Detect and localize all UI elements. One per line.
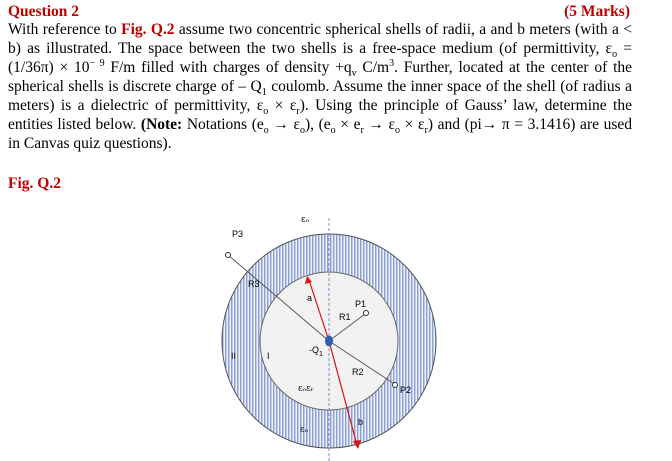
p3-label: P3 xyxy=(232,229,244,239)
region-ii-label: II xyxy=(231,351,237,361)
subscript: r xyxy=(360,125,364,137)
a-label: a xyxy=(307,293,313,303)
eps-inner-label: εₒεᵣ xyxy=(298,384,314,394)
text-seg: C/m xyxy=(356,59,390,76)
subscript: o xyxy=(330,125,336,137)
subscript: o xyxy=(612,49,618,61)
note-label: (Note: xyxy=(140,116,183,133)
subscript: v xyxy=(351,68,357,80)
question-marks: (5 Marks) xyxy=(564,3,630,20)
text-seg: ), (e xyxy=(304,116,331,133)
text-seg: F/m filled with charges of density +q xyxy=(104,59,352,76)
superscript: − 9 xyxy=(89,57,105,69)
r1-label: R1 xyxy=(339,312,351,322)
charge-subscript: 1 xyxy=(319,351,323,358)
subscript: o xyxy=(395,125,401,137)
center-charge xyxy=(325,336,333,347)
text-seg: ). Using the principle of Gauss’ law, determine the entities listed below. xyxy=(8,97,632,133)
text-seg: assume two concentric spherical shells of radii, a and b meters (with a < b) as illustrated. The space between the two shells is a free-space medium (of permittivity, ε xyxy=(8,21,633,57)
text-seg: Notations (e xyxy=(182,116,264,133)
subscript: r xyxy=(296,106,300,118)
r3-label: R3 xyxy=(248,279,260,289)
superscript: 3 xyxy=(389,57,395,69)
eps-top-label: εₒ xyxy=(301,215,310,225)
question-title: Question 2 xyxy=(8,3,80,20)
text-seg: → ε xyxy=(268,116,300,133)
subscript: o xyxy=(263,125,269,137)
text-seg: × e xyxy=(335,116,361,133)
p2-point xyxy=(393,383,398,388)
eps-bottom-label: εₒ xyxy=(300,425,309,435)
subscript: 1 xyxy=(261,87,267,99)
text-seg: → ε xyxy=(363,116,396,133)
p1-label: P1 xyxy=(355,299,367,309)
p2-label: P2 xyxy=(400,385,412,395)
figure-reference: Fig. Q.2 xyxy=(121,21,175,38)
subscript: o xyxy=(299,125,305,137)
p3-point xyxy=(226,253,231,258)
text-seg: × ε xyxy=(400,116,425,133)
r2-label: R2 xyxy=(352,367,364,377)
text-seg: ) and (pi→ π = 3.1416) are used in Canvas quiz questions). xyxy=(8,116,632,152)
p1-point xyxy=(364,311,369,316)
figure-caption: Fig. Q.2 xyxy=(8,175,61,192)
text-seg: . Further, located at the center of the spherical shells is discrete charge of – Q xyxy=(8,59,633,95)
text-seg: coulomb. Assume the inner space of the shell (of radius a meters) is a dielectric of permittivity, ε xyxy=(8,78,632,114)
charge-text: -Q xyxy=(309,345,319,355)
subscript: r xyxy=(424,125,428,137)
text-seg: × ε xyxy=(268,97,297,114)
text-seg: With reference to xyxy=(8,21,122,38)
subscript: o xyxy=(263,106,269,118)
region-i-label: I xyxy=(267,351,270,361)
b-label: b xyxy=(358,417,364,427)
text-seg: = (1/36π) × 10 xyxy=(8,40,632,76)
